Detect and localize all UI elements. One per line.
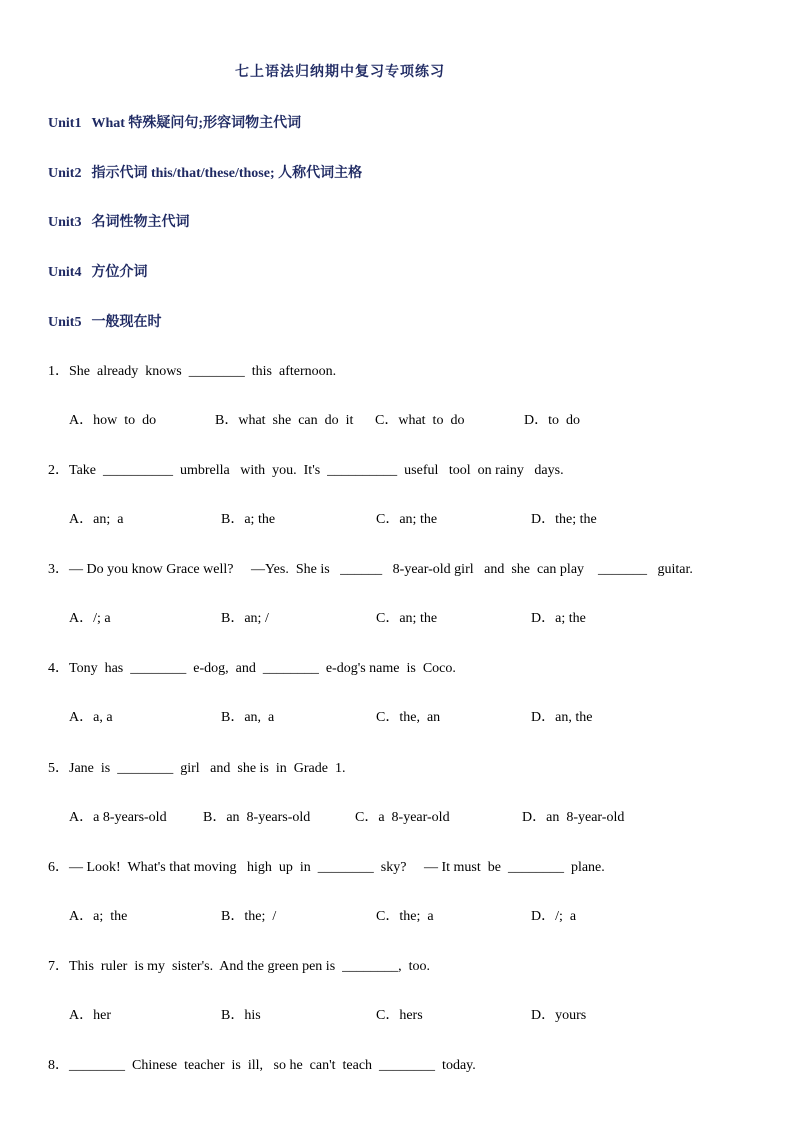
- unit-topic: What 特殊疑问句;形容词物主代词: [91, 116, 302, 131]
- question-7-option-c[interactable]: C．hers: [376, 1008, 423, 1023]
- question-7-option-a[interactable]: A．her: [69, 1008, 111, 1023]
- question-1-option-d[interactable]: D．to do: [524, 413, 580, 428]
- question-2-stem: 2．Take __________ umbrella with you. It's __________ useful tool on rainy days.: [48, 463, 564, 478]
- unit-1-heading: [48, 112, 301, 132]
- question-2-option-a[interactable]: A．an; a: [69, 512, 124, 527]
- question-8-stem: 8．________ Chinese teacher is ill, so he can't teach ________ today.: [48, 1058, 476, 1073]
- question-3-option-a[interactable]: A．/; a: [69, 611, 111, 626]
- unit-code: Unit3: [48, 215, 82, 230]
- question-3-option-d[interactable]: D．a; the: [531, 611, 586, 626]
- unit-code: Unit1: [48, 116, 82, 131]
- question-5-option-a[interactable]: A．a 8-years-old: [69, 810, 167, 825]
- unit-code: Unit2: [48, 166, 82, 181]
- question-4-option-b[interactable]: B．an, a: [221, 710, 275, 725]
- unit-4-heading: [48, 261, 147, 281]
- question-2-option-d[interactable]: D．the; the: [531, 512, 597, 527]
- question-6-option-b[interactable]: B．the; /: [221, 909, 277, 924]
- question-6-stem: 6．— Look! What's that moving high up in ________ sky? — It must be ________ plane.: [48, 860, 605, 875]
- question-2-option-c[interactable]: C．an; the: [376, 512, 438, 527]
- question-5-option-d[interactable]: D．an 8-year-old: [522, 810, 625, 825]
- question-4-stem: 4．Tony has ________ e-dog, and ________ e-dog's name is Coco.: [48, 661, 456, 676]
- unit-2-heading: [48, 162, 362, 182]
- question-1-option-b[interactable]: B．what she can do it: [215, 413, 354, 428]
- unit-topic: 一般现在时: [91, 315, 162, 330]
- question-3-stem: 3．— Do you know Grace well? —Yes. She is ______ 8-year-old girl and she can play _______ guitar.: [48, 562, 693, 577]
- question-7-option-d[interactable]: D．yours: [531, 1008, 587, 1023]
- question-1-option-c[interactable]: C．what to do: [375, 413, 465, 428]
- question-2-option-b[interactable]: B．a; the: [221, 512, 276, 527]
- question-1-option-a[interactable]: A．how to do: [69, 413, 157, 428]
- question-7-stem: 7．This ruler is my sister's. And the green pen is ________, too.: [48, 959, 431, 974]
- unit-topic: 方位介词: [91, 265, 148, 280]
- unit-3-heading: [48, 211, 189, 231]
- unit-code: Unit4: [48, 265, 82, 280]
- question-5-stem: 5．Jane is ________ girl and she is in Grade 1.: [48, 761, 346, 776]
- unit-code: Unit5: [48, 315, 82, 330]
- question-6-option-d[interactable]: D．/; a: [531, 909, 577, 924]
- question-5-option-b[interactable]: B．an 8-years-old: [203, 810, 311, 825]
- question-3-option-b[interactable]: B．an; /: [221, 611, 269, 626]
- question-1-stem: 1．She already knows ________ this afternoon.: [48, 364, 337, 379]
- question-5-option-c[interactable]: C．a 8-year-old: [355, 810, 450, 825]
- unit-5-heading: [48, 311, 161, 331]
- question-4-option-c[interactable]: C．the, an: [376, 710, 441, 725]
- unit-topic: 指示代词 this/that/these/those; 人称代词主格: [91, 166, 363, 181]
- question-6-option-a[interactable]: A．a; the: [69, 909, 128, 924]
- question-4-option-a[interactable]: A．a, a: [69, 710, 113, 725]
- question-7-option-b[interactable]: B．his: [221, 1008, 261, 1023]
- question-4-option-d[interactable]: D．an, the: [531, 710, 593, 725]
- unit-topic: 名词性物主代词: [91, 215, 190, 230]
- question-6-option-c[interactable]: C．the; a: [376, 909, 434, 924]
- page-title: 七上语法归纳期中复习专项练习: [235, 65, 445, 80]
- question-3-option-c[interactable]: C．an; the: [376, 611, 438, 626]
